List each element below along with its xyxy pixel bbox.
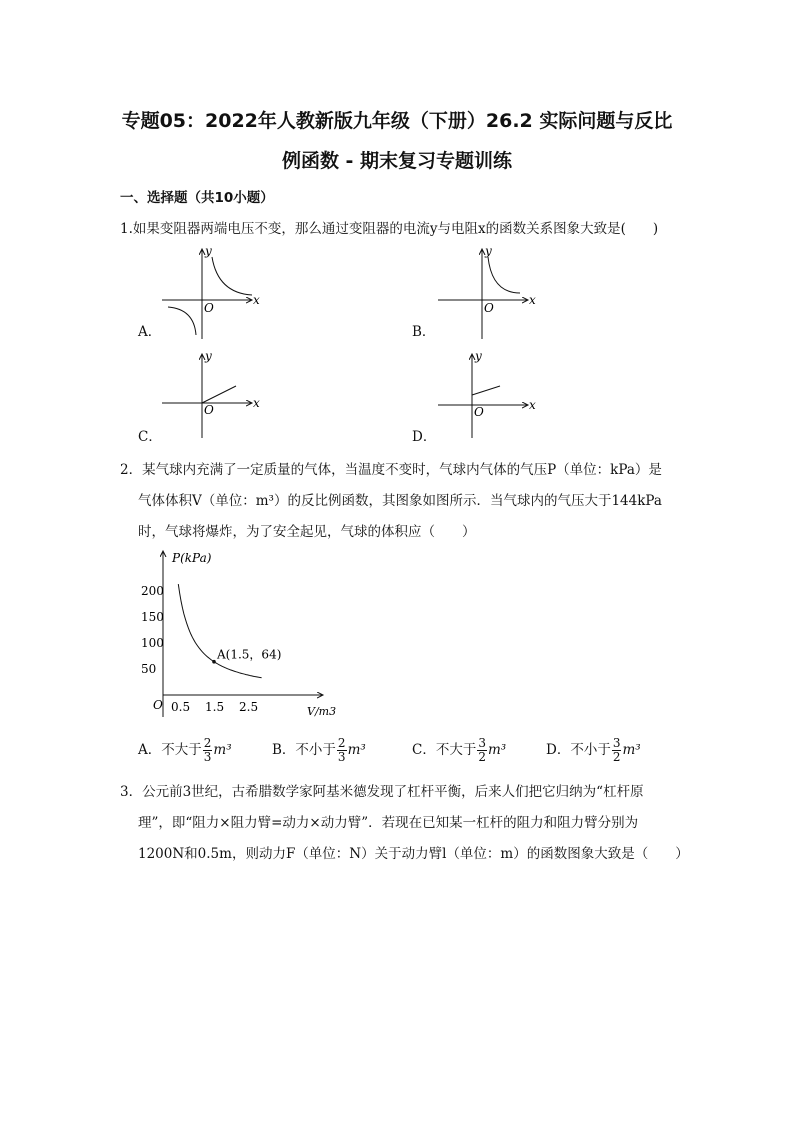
q1-option-b[interactable]: B．: [412, 324, 436, 340]
q3-line2: 理”，即“阻力×阻力臂=动力×动力臂”．若现在已知某一杠杆的阻力和阻力臂分别为: [138, 815, 639, 831]
section-heading: 一、选择题（共10小题）: [120, 190, 274, 206]
fraction: $\frac{2}{3}$: [203, 736, 212, 764]
axis-y-label: y: [475, 350, 482, 363]
axis-y-label: y: [485, 245, 492, 258]
axis-x-label: x: [253, 396, 260, 410]
q1-option-c[interactable]: C．: [138, 429, 162, 445]
q2-option-a[interactable]: [138, 737, 232, 764]
unit: m³: [622, 742, 641, 758]
q2-option-d-text: D．不小于: [546, 742, 611, 758]
y-tick-label: 200: [141, 584, 164, 598]
q2-line1: 2．某气球内充满了一定质量的气体，当温度不变时，气球内气体的气压P（单位：kPa）是: [120, 462, 662, 478]
origin-label: O: [484, 301, 494, 315]
q2-graph: [135, 545, 345, 725]
q1-option-a[interactable]: A．: [138, 324, 162, 340]
q1-option-d[interactable]: D．: [412, 429, 437, 445]
axis-x-label: x: [529, 398, 536, 412]
page-title-line2: 例函数 - 期末复习专题训练: [281, 150, 513, 172]
origin-label: O: [204, 301, 214, 315]
origin-label: O: [474, 405, 484, 419]
y-tick-label: 150: [141, 610, 164, 624]
y-tick-label: 50: [141, 662, 157, 676]
fraction: $\frac{3}{2}$: [478, 736, 486, 764]
axis-y-label: y: [205, 245, 212, 258]
q3-line1: 3．公元前3世纪，古希腊数学家阿基米德发现了杠杆平衡，后来人们把它归纳为“杠杆原: [120, 784, 644, 800]
x-tick-label: 2.5: [239, 700, 259, 714]
q1-graph-b: [436, 245, 546, 340]
q2-option-d[interactable]: [546, 737, 641, 764]
q3-line3: 1200N和0.5m，则动力F（单位：N）关于动力臂l（单位：m）的函数图象大致是（ ）: [138, 846, 689, 862]
origin-label: O: [153, 698, 163, 712]
x-tick-label: 0.5: [171, 700, 191, 714]
y-tick-label: 100: [141, 636, 164, 650]
q2-option-c[interactable]: [412, 737, 506, 764]
pressure-curve: [178, 584, 261, 678]
page-title: 专题05：2022年人教新版九年级（下册）26.2 实际问题与反比: [121, 110, 673, 132]
q2-line3: 时，气球将爆炸，为了安全起见，气球的体积应（ ）: [138, 524, 476, 540]
y-axis-label: P(kPa): [172, 551, 212, 565]
q2-option-b[interactable]: [272, 737, 366, 764]
axis-x-label: x: [253, 293, 260, 307]
x-axis-label: V/m3: [307, 705, 337, 718]
q1-graph-d: [436, 350, 546, 440]
unit: m³: [487, 742, 507, 758]
fraction: $\frac{2}{3}$: [337, 736, 346, 764]
q2-option-b-text: B．不小于: [272, 742, 336, 758]
q2-line2: 气体体积V（单位：m³）的反比例函数，其图象如图所示．当气球内的气压大于144kPa: [138, 493, 662, 509]
q2-option-c-text: C．不大于: [412, 742, 477, 758]
q1-text: 1.如果变阻器两端电压不变，那么通过变阻器的电流y与电阻x的函数关系图象大致是( ): [120, 221, 659, 237]
unit: m³: [347, 742, 366, 758]
q2-option-a-text: A．不大于: [138, 742, 202, 758]
x-tick-label: 1.5: [205, 700, 225, 714]
unit: m³: [213, 742, 232, 758]
point-a: [212, 660, 216, 664]
axis-y-label: y: [205, 350, 212, 363]
origin-label: O: [204, 403, 214, 417]
axis-x-label: x: [529, 293, 536, 307]
fraction: $\frac{3}{2}$: [612, 736, 621, 764]
q1-graph-a: [160, 245, 270, 340]
q1-graph-c: [160, 350, 270, 440]
point-a-label: A(1.5，64): [217, 647, 282, 662]
